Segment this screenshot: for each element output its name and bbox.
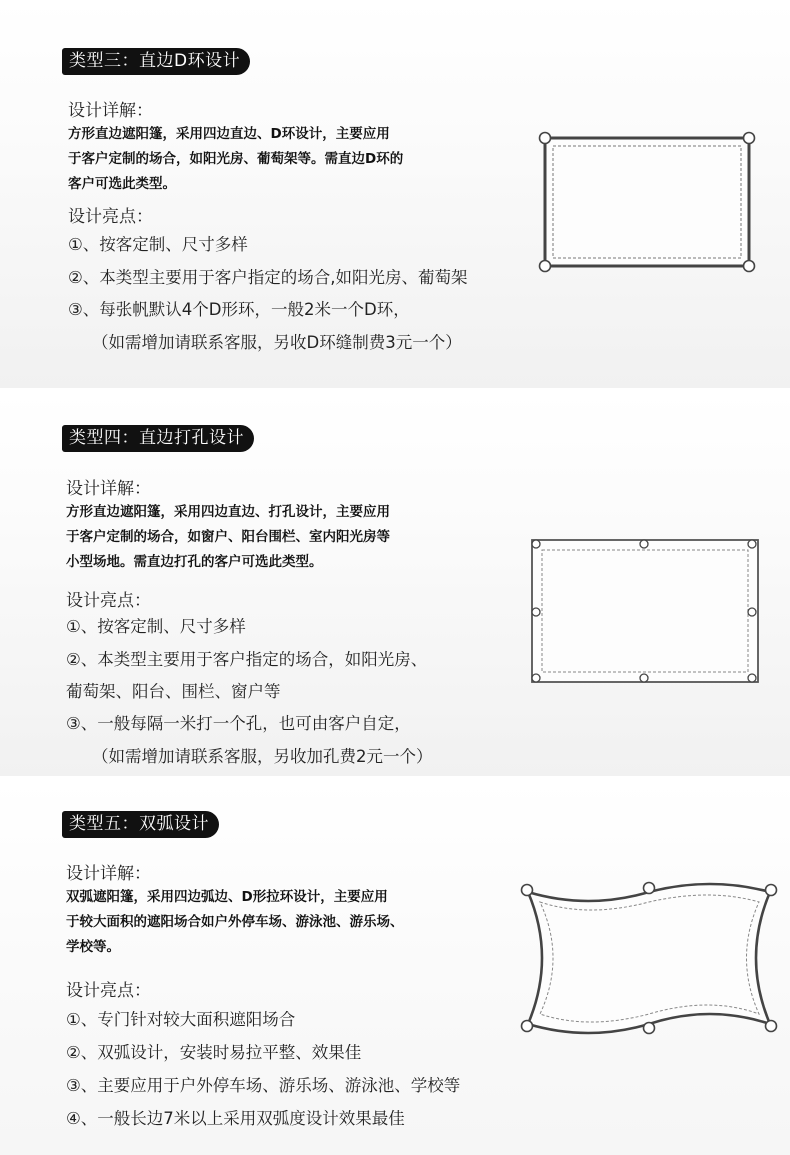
section-title-badge: 类型四：直边打孔设计 — [62, 425, 254, 452]
detail-line: 学校等。 — [66, 939, 120, 955]
highlight-item: ③、一般每隔一米打一个孔，也可由客户自定， — [66, 714, 411, 733]
d-ring-icon — [644, 883, 655, 894]
grommet-icon — [532, 540, 540, 548]
grommet-icon — [748, 674, 756, 682]
d-ring-icon — [644, 1023, 655, 1034]
detail-line: 双弧遮阳篷，采用四边弧边、D形拉环设计，主要应用 — [66, 889, 388, 905]
rectangle-shade-sail-grommet-icon — [530, 538, 762, 684]
highlight-item: ④、一般长边7米以上采用双弧度设计效果最佳 — [66, 1109, 405, 1128]
sail-outline — [532, 540, 758, 682]
detail-line: 于客户定制的场合，如阳光房、葡萄架等。需直边D环的 — [68, 151, 404, 167]
highlight-item: 葡萄架、阳台、围栏、窗户等 — [66, 682, 281, 701]
grommet-icon — [640, 674, 648, 682]
grommet-icon — [640, 540, 648, 548]
grommet-icon — [532, 608, 540, 616]
sail-outline — [545, 138, 749, 266]
grommet-icon — [748, 540, 756, 548]
detail-heading: 设计详解： — [68, 101, 153, 121]
highlight-item: ②、双弧设计，安装时易拉平整、效果佳 — [66, 1043, 362, 1062]
d-ring-icon — [766, 1021, 777, 1032]
section-title-badge: 类型三：直边D环设计 — [62, 48, 250, 75]
rectangle-shade-sail-d-ring-icon — [536, 130, 758, 276]
highlight-item: ①、按客定制、尺寸多样 — [68, 235, 248, 254]
highlights-heading: 设计亮点： — [66, 981, 151, 1001]
detail-line: 小型场地。需直边打孔的客户可选此类型。 — [66, 554, 323, 570]
highlight-item: ③、主要应用于户外停车场、游乐场、游泳池、学校等 — [66, 1076, 461, 1095]
detail-line: 于客户定制的场合，如窗户、阳台围栏、室内阳光房等 — [66, 529, 390, 545]
detail-line: 客户可选此类型。 — [68, 176, 176, 192]
d-ring-icon — [540, 261, 551, 272]
d-ring-icon — [744, 133, 755, 144]
detail-heading: 设计详解： — [66, 864, 151, 884]
highlight-item: ①、专门针对较大面积遮阳场合 — [66, 1010, 296, 1029]
highlight-item: ②、本类型主要用于客户指定的场合,如阳光房、葡萄架 — [68, 268, 468, 287]
highlight-item: ①、按客定制、尺寸多样 — [66, 617, 246, 636]
d-ring-icon — [522, 1021, 533, 1032]
double-arc-shade-sail-icon — [516, 880, 780, 1036]
detail-line: 方形直边遮阳篷，采用四边直边、打孔设计，主要应用 — [66, 504, 390, 520]
sail-outline — [528, 884, 770, 1033]
highlights-heading: 设计亮点： — [68, 207, 153, 227]
section-type-five — [0, 780, 790, 1155]
grommet-icon — [748, 608, 756, 616]
highlight-item: ②、本类型主要用于客户指定的场合，如阳光房、 — [66, 650, 428, 669]
d-ring-icon — [744, 261, 755, 272]
detail-heading: 设计详解： — [66, 479, 151, 499]
d-ring-icon — [540, 133, 551, 144]
section-type-four — [0, 392, 790, 776]
highlight-item: ③、每张帆默认4个D形环，一般2米一个D环， — [68, 300, 410, 319]
highlight-note: （如需增加请联系客服，另收加孔费2元一个） — [92, 747, 433, 766]
detail-line: 方形直边遮阳篷，采用四边直边、D环设计，主要应用 — [68, 126, 390, 142]
highlight-note: （如需增加请联系客服，另收D环缝制费3元一个） — [92, 333, 462, 352]
grommet-icon — [532, 674, 540, 682]
d-ring-icon — [522, 885, 533, 896]
section-type-three — [0, 0, 790, 388]
detail-line: 于较大面积的遮阳场合如户外停车场、游泳池、游乐场、 — [66, 914, 404, 930]
d-ring-icon — [766, 885, 777, 896]
highlights-heading: 设计亮点： — [66, 591, 151, 611]
section-title-badge: 类型五：双弧设计 — [62, 811, 219, 838]
